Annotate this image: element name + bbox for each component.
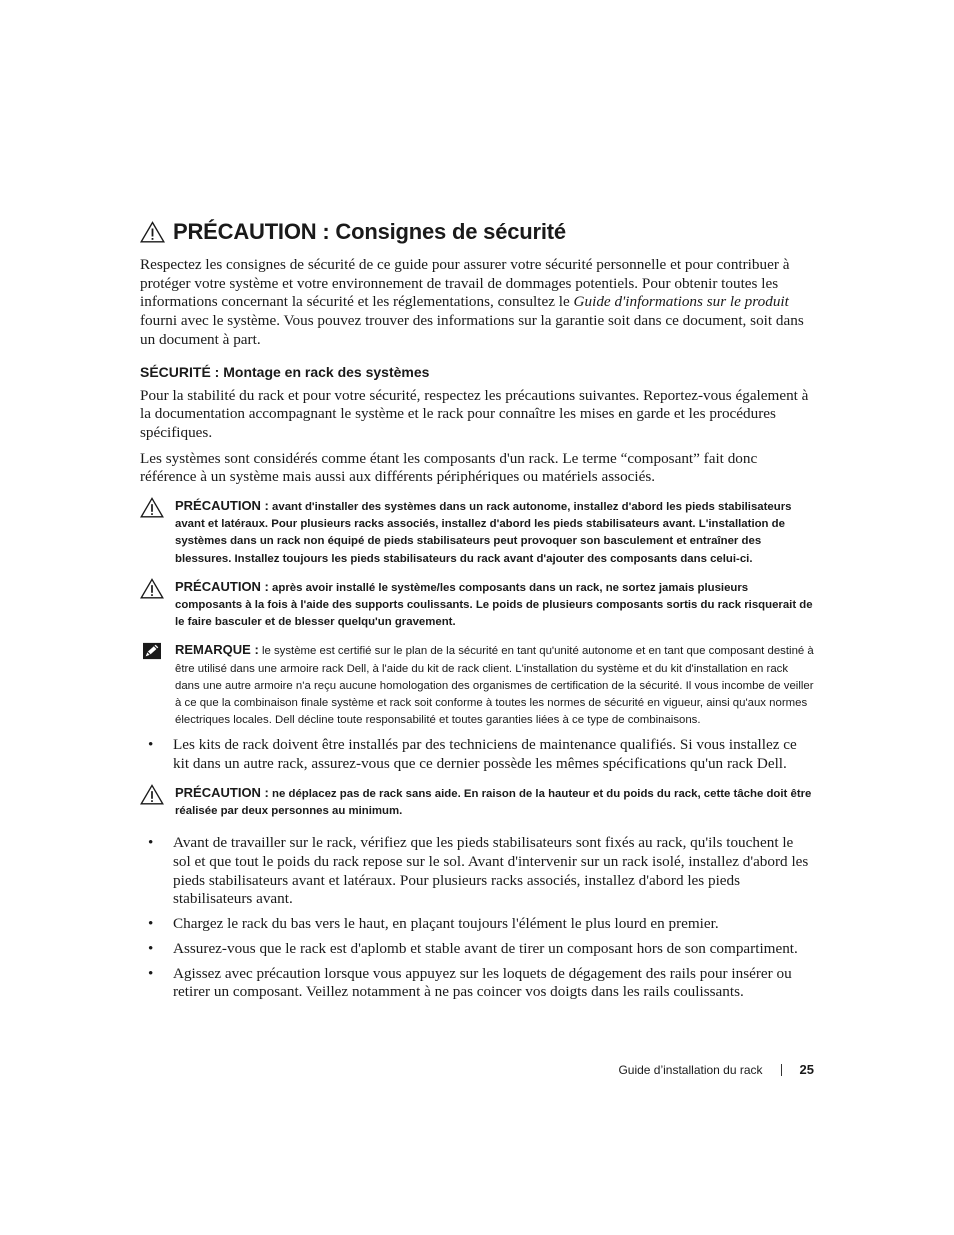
bullet-glyph: • [148, 939, 154, 957]
caution-label: PRÉCAUTION : [175, 498, 269, 514]
intro-text-2: fourni avec le système. Vous pouvez trouver des informations sur la garantie soit dans ce document, soit dans un document à part. [140, 312, 804, 348]
intro-paragraph [140, 256, 814, 350]
bullet-glyph: • [148, 834, 154, 852]
footer-divider [781, 1064, 782, 1076]
bullet-glyph: • [148, 964, 154, 982]
note-pencil-icon [142, 642, 162, 660]
page-title-text: PRÉCAUTION : Consignes de sécurité [173, 219, 566, 244]
list-item [140, 915, 814, 934]
list-item-text: Avant de travailler sur le rack, vérifiez que les pieds stabilisateurs sont fixés au rack, qu'ils touchent le sol et que tout le poids du rack repose sur le sol. Avant d'intervenir sur un rack isolé, installez d'abord les pieds stabilisateurs avant et latéraux. Pour plusieurs racks associés, installez d'abord les pieds stabilisateurs avant. [173, 834, 809, 908]
list-item [140, 834, 814, 909]
list-item-text: Agissez avec précaution lorsque vous appuyez sur les loquets de dégagement des rails pour insérer ou retirer un composant. Veillez notamment à ne pas coincer vos doigts dans les rails coulissants. [173, 964, 792, 1001]
caution-body-2: après avoir installé le système/les composants dans un rack, ne sortez jamais plusieurs composants à la fois à l'aide des supports coulissants. Le poids de plusieurs composants sortis du rack risquerait de le faire basculer et de blesser quelqu'un gravement. [175, 581, 813, 629]
warning-triangle-icon [140, 784, 164, 805]
caution-text-3 [175, 784, 814, 820]
intro-text-1: Respectez les consignes de sécurité de ce guide pour assurer votre sécurité personnelle et pour contribuer à protéger votre système et votre environnement de travail de dommages potentiels. Pour obtenir toutes les informations concernant la sécurité et les réglementations, consultez le [140, 256, 790, 311]
caution-label: PRÉCAUTION : [175, 784, 269, 800]
warning-triangle-icon [140, 221, 165, 243]
list-item-text: Assurez-vous que le rack est d'aplomb et stable avant de tirer un composant hors de son compartiment. [173, 939, 798, 957]
bullet-glyph: • [148, 915, 154, 933]
footer-guide-title: Guide d’installation du rack [618, 1063, 763, 1077]
list-item [140, 940, 814, 959]
caution-block-2 [140, 578, 814, 632]
caution-block-1 [140, 497, 814, 568]
warning-triangle-icon [140, 578, 164, 599]
note-block [140, 641, 814, 729]
caution-body-1: avant d'installer des systèmes dans un rack autonome, installez d'abord les pieds stabilisateurs avant et latéraux. Pour plusieurs racks associés, installez d'abord les pieds stabilisateurs avant. L'installation de systèmes dans un rack non équipé de pieds stabilisateurs peut provoquer son basculement et entraîner des blessures. Installez toujours les pieds stabilisateurs du rack avant d'ajouter des composants dans celui-ci. [175, 501, 792, 565]
component-definition-paragraph: Les systèmes sont considérés comme étant les composants d'un rack. Le terme “composant” fait donc référence à un système mais aussi aux différents périphériques ou matériels associés. [140, 449, 758, 486]
page-title [140, 218, 814, 246]
section-heading: SÉCURITÉ : Montage en rack des systèmes [140, 363, 430, 380]
caution-label: PRÉCAUTION : [175, 578, 269, 594]
caution-text-2 [175, 578, 814, 632]
warning-triangle-icon [140, 497, 164, 518]
list-item [140, 736, 814, 773]
bullet-glyph: • [148, 736, 154, 754]
caution-body-3: ne déplacez pas de rack sans aide. En raison de la hauteur et du poids du rack, cette tâche doit être réalisée par deux personnes au minimum. [175, 787, 812, 818]
note-body: le système est certifié sur le plan de la sécurité en tant qu'unité autonome et en tant que composant destiné à être utilisé dans une armoire rack Dell, à l'aide du kit de rack client. L'installation du système et du kit d'installation en rack dans une autre armoire n'a reçu aucune homologation des organismes de certification de la sécurité. Il vous incombe de veiller à ce que la combinaison finale système et rack soit conforme à toutes les normes de sécurité en vigueur, ainsi qu'aux normes électriques locales. Dell décline toute responsabilité et toutes garanties liées à ce type de combinaisons. [175, 645, 814, 727]
bullet-list-1 [140, 736, 814, 773]
caution-text-1 [175, 497, 814, 568]
intro-italic-reference: Guide d'informations sur le produit [573, 293, 789, 311]
note-label: REMARQUE : [175, 642, 259, 658]
stability-paragraph: Pour la stabilité du rack et pour votre sécurité, respectez les précautions suivantes. Reportez-vous également à la documentation accompagnant le système et le rack pour connaître les mises en garde et les procédures spécifiques. [140, 386, 809, 441]
document-page [140, 218, 814, 1009]
list-item [140, 965, 814, 1002]
list-item-text: Les kits de rack doivent être installés par des techniciens de maintenance qualifiés. Si vous installez ce kit dans un autre rack, assurez-vous que ce dernier possède les mêmes spécifications qu'un rack Dell. [173, 736, 797, 773]
page-number: 25 [799, 1062, 814, 1077]
list-item-text: Chargez le rack du bas vers le haut, en plaçant toujours l'élément le plus lourd en premier. [173, 915, 719, 933]
note-text [175, 641, 814, 729]
bullet-list-2 [140, 834, 814, 1002]
page-footer [618, 1062, 814, 1078]
caution-block-3 [140, 784, 814, 820]
